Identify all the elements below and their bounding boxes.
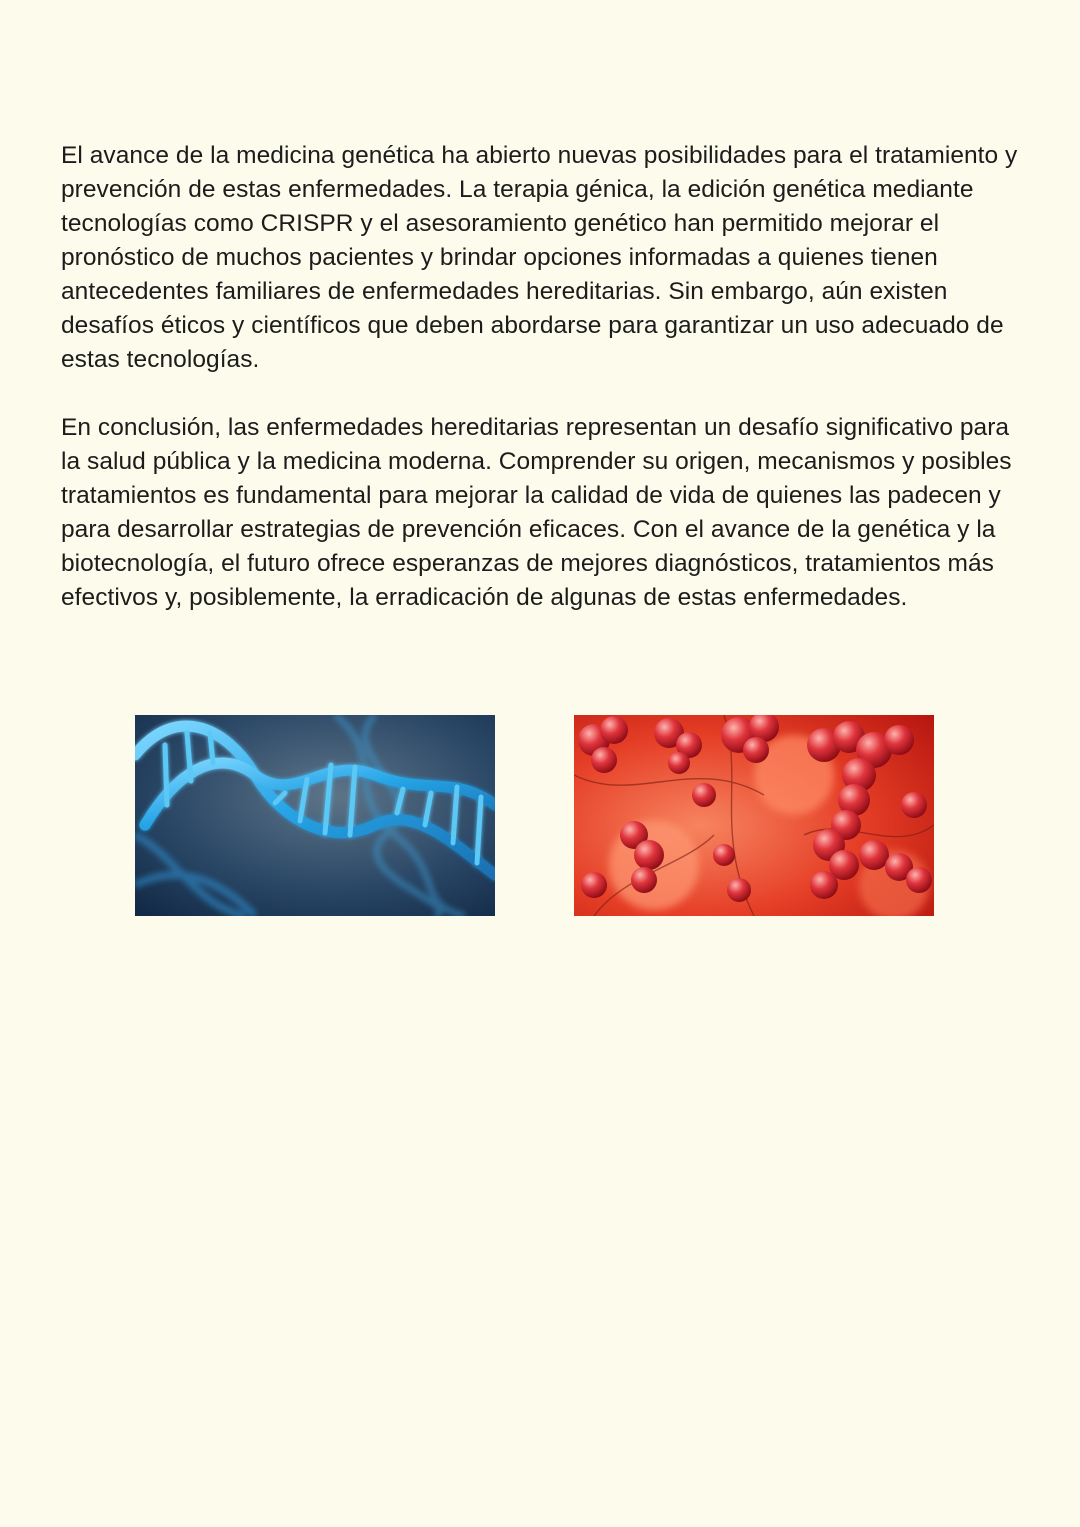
paragraph-genetic-medicine: El avance de la medicina genética ha abierto nuevas posibilidades para el tratamiento y prevención de estas enfermedades. La terapia génica, la edición genética mediante tecnologías como CRISPR y el asesoramiento genético han permitido mejorar el pronóstico de muchos pacientes y brindar opciones informadas a quienes tienen antecedentes familiares de enfermedades hereditarias. Sin embargo, aún existen desafíos éticos y científicos que deben abordarse para garantizar un uso adecuado de estas tecnologías. [61, 142, 1018, 373]
red-cells-image [574, 715, 934, 916]
paragraph-conclusion: En conclusión, las enfermedades hereditarias representan un desafío significativo para la salud pública y la medicina moderna. Comprender su origen, mecanismos y posibles tratamientos es fundamental para mejorar la calidad de vida de quienes las padecen y para desarrollar estrategias de prevención eficaces. Con el avance de la genética y la biotecnología, el futuro ofrece esperanzas de mejores diagnósticos, tratamientos más efectivos y, posiblemente, la erradicación de algunas de estas enfermedades. [61, 414, 1012, 611]
dna-helix-image [135, 715, 495, 916]
